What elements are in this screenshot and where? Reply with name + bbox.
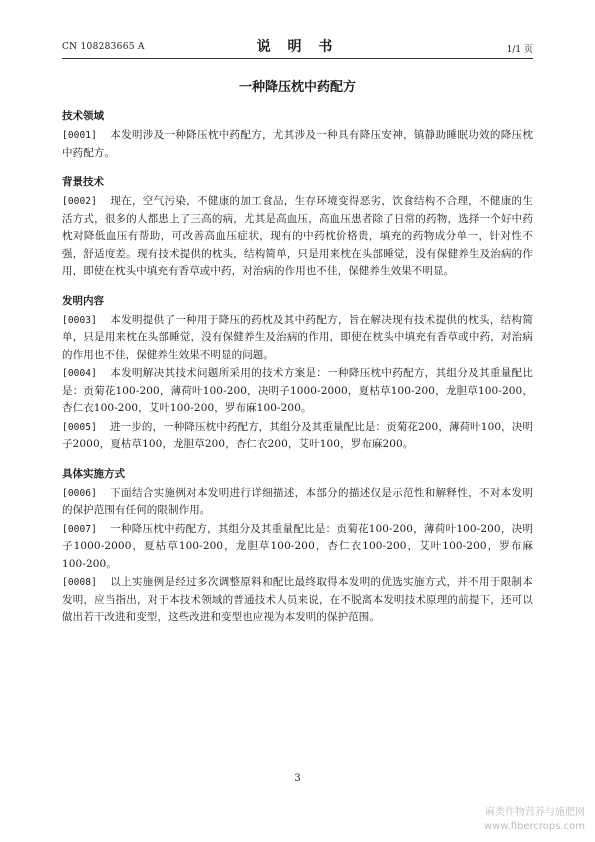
section-heading: 技术领域 [62, 110, 104, 122]
paragraph-number: [0002] [62, 196, 97, 207]
paragraph [62, 127, 533, 162]
paragraph [62, 521, 533, 574]
paragraph-text: 以上实施例是经过多次调整原料和配比最终取得本发明的优选实施方式，并不用于限制本发明，应当指出，对于本技术领域的普通技术人员来说，在不脱离本发明技术原理的前提下，还可以做出若干改进和变型，这些改进和变型也应视为本发明的保护范围。 [62, 576, 533, 623]
paragraph-text: 进一步的，一种降压枕中药配方，其组分及其重量配比是：贡菊花200，薄荷叶100，决明子2000，夏枯草100，龙胆草200，杏仁衣200，艾叶100，罗布麻200。 [62, 420, 533, 450]
watermark-site-name: 麻类作物营养与施肥网 [485, 807, 585, 818]
paragraph-number: [0003] [62, 314, 97, 326]
section-technical-field [62, 108, 533, 162]
document-title: 一种降压枕中药配方 [238, 80, 356, 95]
section-summary [62, 293, 533, 454]
paragraph-number: [0004] [62, 368, 97, 379]
paragraph-text: 下面结合实施例对本发明进行详细描述，本部分的描述仅是示范性和解释性，不对本发明的保护范围有任何的限制作用。 [62, 486, 533, 516]
watermark-url: www.fibercrops.com [483, 821, 585, 832]
section-heading: 发明内容 [62, 294, 104, 307]
paragraph-text: 本发明解决其技术问题所采用的技术方案是：一种降压枕中药配方，其组分及其重量配比是：贡菊花100-200，薄荷叶100-200，决明子1000-2000，夏枯草100-200，龙胆草100-200，杏仁衣100-200，艾叶100-200，罗布麻100-200。 [62, 367, 533, 414]
paragraph [62, 312, 533, 365]
paragraph [62, 574, 533, 627]
paragraph-number: [0005] [62, 421, 97, 433]
document-body [62, 100, 533, 628]
paragraph-text: 现在，空气污染，不健康的加工食品，生存环境变得恶劣，饮食结构不合理，不健康的生活方式，很多的人都患上了三高的病，尤其是高血压，高血压患者除了日常的药物，选择一个好中药枕对降低血压有帮助，可改善高血压症状，现有的中药枕价格贵，填充的药物成分单一，针对性不强，舒适度差。现有技术提供的枕头，结构简单，只是用来枕在头部睡觉，没有保健养生及治病的作用，即使在枕头中填充有香草或中药，对治病的作用也不佳，保健养生效果不明显。 [62, 195, 533, 277]
section-heading: 背景技术 [62, 176, 104, 188]
paragraph-number: [0007] [62, 523, 97, 535]
paragraph-text: 本发明提供了一种用于降压的药枕及其中药配方，旨在解决现有技术提供的枕头，结构简单，只是用来枕在头部睡觉，没有保健养生及治病的作用，即使在枕头中填充有香草或中药，对治病的作用也不佳，保健养生效果不明显的问题。 [62, 313, 533, 361]
paragraph [62, 485, 533, 520]
section-heading: 具体实施方式 [62, 467, 125, 480]
paragraph-number: [0001] [62, 130, 97, 141]
patent-number: CN 108283665 A [62, 42, 145, 52]
header-divider [62, 58, 533, 59]
paragraph-text: 本发明涉及一种降压枕中药配方，尤其涉及一种具有降压安神，镇静助睡眠功效的降压枕中药配方。 [62, 129, 533, 159]
watermark [484, 806, 585, 834]
paragraph [62, 193, 533, 281]
paragraph-number: [0008] [62, 577, 97, 588]
paragraph [62, 419, 533, 454]
paragraph-number: [0006] [62, 487, 97, 499]
section-embodiments [62, 466, 533, 627]
document-type: 说 明 书 [256, 39, 339, 55]
paragraph [62, 365, 533, 418]
section-background [62, 174, 533, 281]
page-info: 1/1 页 [506, 45, 533, 55]
page-number: 3 [294, 773, 301, 784]
paragraph-text: 一种降压枕中药配方，其组分及其重量配比是：贡菊花100-200，薄荷叶100-200，决明子1000-2000，夏枯草100-200，龙胆草100-200，杏仁衣100-200，艾叶100-200，罗布麻100-200。 [62, 522, 533, 570]
page-header [62, 36, 533, 56]
